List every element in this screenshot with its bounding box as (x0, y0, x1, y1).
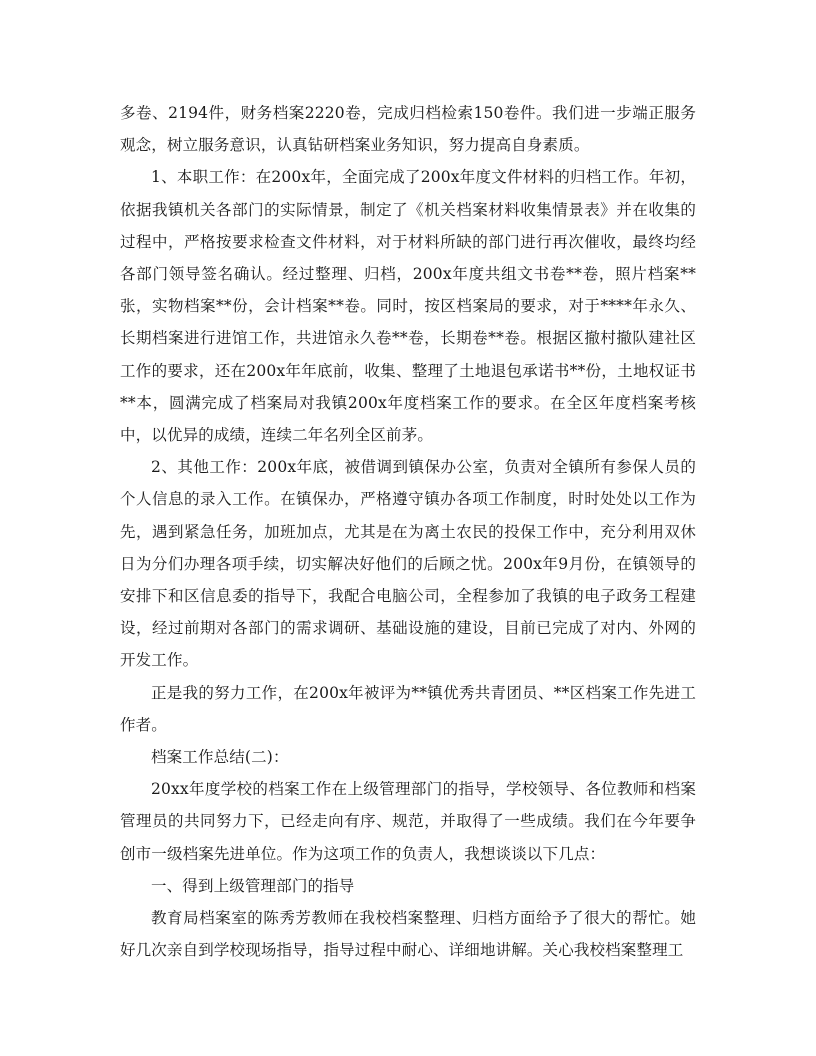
paragraph-main-work: 1、本职工作：在200x年，全面完成了200x年度文件材料的归档工作。年初，依据我镇机关各部门的实际情景，制定了《机关档案材料收集情景表》并在收集的过程中，严格按要求检查文件材料，对于材料所缺的部门进行再次催收，最终均经各部门领导签名确认。经过整理、归档，200x年度共组文书卷**卷，照片档案**张，实物档案**份，会计档案**卷。同时，按区档案局的要求，对于****年永久、长期档案进行进馆工作，共进馆永久卷**卷，长期卷**卷。根据区撤村撤队建社区工作的要求，还在200x年年底前，收集、整理了土地退包承诺书**份，土地权证书**本，圆满完成了档案局对我镇200x年度档案工作的要求。在全区年度档案考核中，以优异的成绩，连续二年名列全区前茅。 (120, 168, 696, 445)
paragraph-honors: 正是我的努力工作，在200x年被评为**镇优秀共青团员、**区档案工作先进工作者。 (120, 683, 696, 734)
document-body (120, 97, 696, 966)
section-heading-summary-two: 档案工作总结(二)： (151, 748, 289, 767)
paragraph-school-archives: 20xx年度学校的档案工作在上级管理部门的指导，学校领导、各位教师和档案管理员的共同努力下，已经走向有序、规范，并取得了一些成绩。我们在今年要争创市一级档案先进单位。作为这项工作的负责人，我想谈谈以下几点： (120, 780, 696, 863)
paragraph-teacher-help: 教育局档案室的陈秀芳教师在我校档案整理、归档方面给予了很大的帮忙。她好几次亲自到学校现场指导，指导过程中耐心、详细地讲解。关心我校档案整理工 (120, 909, 696, 960)
paragraph-continuation: 多卷、2194件，财务档案2220卷，完成归档检索150卷件。我们进一步端正服务观念，树立服务意识，认真钻研档案业务知识，努力提高自身素质。 (120, 104, 696, 155)
section-heading-guidance: 一、得到上级管理部门的指导 (151, 876, 355, 895)
paragraph-other-work: 2、其他工作：200x年底，被借调到镇保办公室，负责对全镇所有参保人员的个人信息的录入工作。在镇保办，严格遵守镇办各项工作制度，时时处处以工作为先，遇到紧急任务，加班加点，尤其是在为离土农民的投保工作中，充分利用双休日为分们办理各项手续，切实解决好他们的后顾之忧。200x年9月份，在镇领导的安排下和区信息委的指导下，我配合电脑公司，全程参加了我镇的电子政务工程建设，经过前期对各部门的需求调研、基础设施的建设，目前已完成了对内、外网的开发工作。 (120, 458, 696, 670)
